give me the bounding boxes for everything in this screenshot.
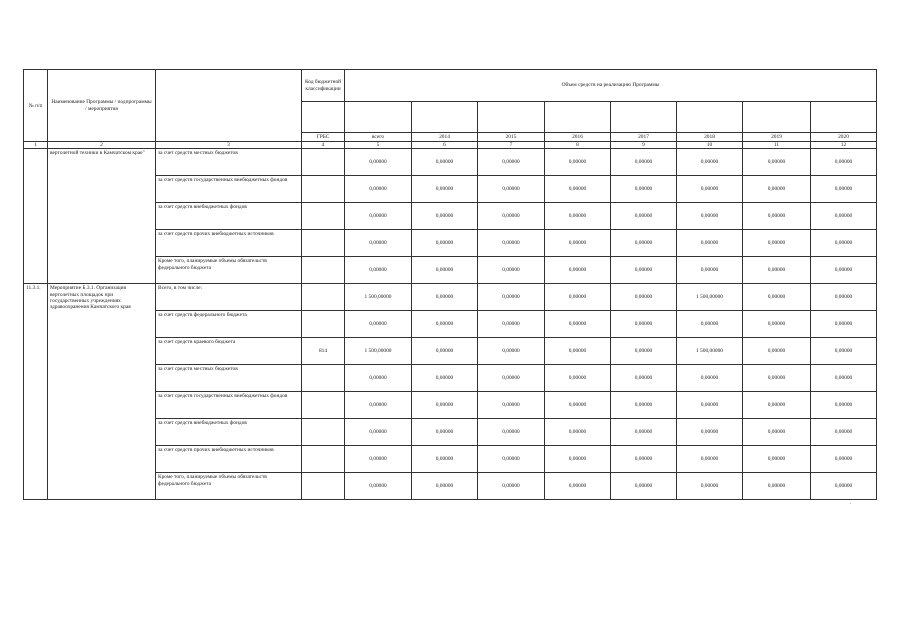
amount-cell: 0,00000 [611, 446, 677, 473]
amount-cell: 0,00000 [743, 230, 811, 257]
amount-cell: 0,00000 [811, 257, 877, 284]
amount-cell: 0,00000 [743, 365, 811, 392]
header-volume: Объем средств на реализацию Программы [345, 70, 877, 102]
header-year-7: 2020 [811, 133, 877, 142]
amount-cell: 0,00000 [677, 446, 743, 473]
amount-cell: 0,00000 [611, 203, 677, 230]
header-year-1: 2014 [412, 133, 478, 142]
amount-cell: 0,00000 [743, 473, 811, 500]
amount-cell: 0,00000 [677, 176, 743, 203]
header-blank-cell [811, 102, 877, 133]
header-blank-cell [545, 102, 611, 133]
column-index: 1 [24, 142, 48, 149]
column-index: 12 [811, 142, 877, 149]
amount-cell: 0,00000 [677, 365, 743, 392]
amount-cell: 0,00000 [545, 338, 611, 365]
row-number: 11.3.1. [24, 284, 48, 500]
measure-name: вертолетной техники в Камчатском крае" [48, 149, 156, 284]
amount-cell: 0,00000 [345, 257, 412, 284]
header-code-blank [302, 102, 345, 133]
header-blank-cell [345, 102, 412, 133]
amount-cell: 0,00000 [478, 203, 545, 230]
amount-cell: 0,00000 [412, 392, 478, 419]
amount-cell: 0,00000 [677, 257, 743, 284]
amount-cell: 0,00000 [611, 311, 677, 338]
grbs-code [302, 446, 345, 473]
column-index: 4 [302, 142, 345, 149]
header-blank-cell [478, 102, 545, 133]
amount-cell: 0,00000 [345, 419, 412, 446]
amount-cell: 0,00000 [478, 257, 545, 284]
funding-source: за счет средств государственных внебюджетных фондов [156, 392, 302, 419]
amount-cell: 0,00000 [743, 446, 811, 473]
header-year-6: 2019 [743, 133, 811, 142]
grbs-code [302, 176, 345, 203]
grbs-code: 814 [302, 338, 345, 365]
header-code: Код бюджетной классификации [302, 70, 345, 102]
amount-cell: 0,00000 [478, 392, 545, 419]
header-blank-cell [677, 102, 743, 133]
amount-cell: 0,00000 [478, 230, 545, 257]
amount-cell: 0,00000 [545, 149, 611, 176]
amount-cell: 0,00000 [345, 392, 412, 419]
funding-source: Кроме того, планируемые объемы обязательств федерального бюджета [156, 257, 302, 284]
amount-cell: 0,00000 [545, 257, 611, 284]
amount-cell: 0,00000 [743, 392, 811, 419]
funding-source: за счет средств прочих внебюджетных источников [156, 446, 302, 473]
amount-cell: 0,00000 [743, 149, 811, 176]
amount-cell: 0,00000 [545, 473, 611, 500]
amount-cell: 0,00000 [743, 338, 811, 365]
amount-cell: 0,00000 [743, 176, 811, 203]
amount-cell: 0,00000 [811, 176, 877, 203]
funding-source: Всего, в том числе: [156, 284, 302, 311]
funding-source: за счет средств местных бюджетов [156, 149, 302, 176]
amount-cell: 0,00000 [677, 149, 743, 176]
amount-cell: 0,00000 [345, 473, 412, 500]
amount-cell: 0,00000 [412, 419, 478, 446]
amount-cell: 0,00000 [478, 176, 545, 203]
amount-cell: 0,00000 [345, 446, 412, 473]
funding-source: за счет средств государственных внебюджетных фондов [156, 176, 302, 203]
amount-cell: 0,00000 [611, 149, 677, 176]
amount-cell: 0,00000 [545, 284, 611, 311]
amount-cell: 0,00000 [345, 311, 412, 338]
amount-cell: 0,00000 [412, 176, 478, 203]
budget-table [23, 69, 877, 500]
funding-source: за счет средств прочих внебюджетных источников [156, 230, 302, 257]
amount-cell: 0,00000 [478, 446, 545, 473]
header-year-2: 2015 [478, 133, 545, 142]
amount-cell: 0,00000 [743, 203, 811, 230]
funding-source: за счет средств краевого бюджета [156, 338, 302, 365]
amount-cell: 0,00000 [611, 338, 677, 365]
measure-name: Мероприятие Б.3.1. Организация вертолетных площадок при государственных учреждениях здравоохранения Камчатского края [48, 284, 156, 500]
amount-cell: 0,00000 [677, 203, 743, 230]
amount-cell: 0,00000 [412, 365, 478, 392]
amount-cell: 0,00000 [345, 149, 412, 176]
amount-cell: 0,00000 [811, 149, 877, 176]
amount-cell: 0,00000 [677, 230, 743, 257]
amount-cell: 0,00000 [611, 419, 677, 446]
amount-cell: 0,00000 [743, 257, 811, 284]
column-index: 2 [48, 142, 156, 149]
grbs-code [302, 149, 345, 176]
header-blank-cell [611, 102, 677, 133]
header-year-4: 2017 [611, 133, 677, 142]
grbs-code [302, 257, 345, 284]
header-year-3: 2016 [545, 133, 611, 142]
amount-cell: 0,00000 [611, 365, 677, 392]
funding-source: Кроме того, планируемые объемы обязательств федерального бюджета [156, 473, 302, 500]
column-index: 3 [156, 142, 302, 149]
amount-cell: 0,00000 [545, 392, 611, 419]
header-source-blank [156, 70, 302, 142]
column-index: 8 [545, 142, 611, 149]
column-index: 9 [611, 142, 677, 149]
amount-cell: 0,00000 [345, 203, 412, 230]
funding-source: за счет средств внебюджетных фондов [156, 419, 302, 446]
amount-cell: 0,00000 [412, 338, 478, 365]
amount-cell: 0,00000 [545, 203, 611, 230]
header-year-5: 2018 [677, 133, 743, 142]
amount-cell: 0,00000 [677, 392, 743, 419]
amount-cell: 0,00000 [611, 176, 677, 203]
amount-cell: 0,00000 [743, 284, 811, 311]
column-index: 6 [412, 142, 478, 149]
amount-cell: 0,00000 [611, 284, 677, 311]
amount-cell: 0,00000 [545, 311, 611, 338]
amount-cell: 1 500,00000 [345, 338, 412, 365]
amount-cell: 0,00000 [478, 284, 545, 311]
amount-cell: 0,00000 [611, 230, 677, 257]
amount-cell: 0,00000 [345, 365, 412, 392]
grbs-code [302, 392, 345, 419]
amount-cell: 0,00000 [811, 230, 877, 257]
amount-cell: 0,00000 [412, 230, 478, 257]
amount-cell: 0,00000 [478, 338, 545, 365]
amount-cell: 0,00000 [545, 176, 611, 203]
grbs-code [302, 203, 345, 230]
amount-cell: 0,00000 [412, 149, 478, 176]
grbs-code [302, 473, 345, 500]
amount-cell: 0,00000 [811, 311, 877, 338]
amount-cell: 0,00000 [811, 419, 877, 446]
funding-source: за счет средств внебюджетных фондов [156, 203, 302, 230]
amount-cell: 0,00000 [811, 284, 877, 311]
amount-cell: 0,00000 [478, 365, 545, 392]
amount-cell: 0,00000 [811, 338, 877, 365]
amount-cell: 0,00000 [677, 473, 743, 500]
amount-cell: 0,00000 [412, 284, 478, 311]
amount-cell: 0,00000 [545, 446, 611, 473]
amount-cell: 1 500,00000 [345, 284, 412, 311]
amount-cell: 0,00000 [743, 311, 811, 338]
amount-cell: 0,00000 [412, 473, 478, 500]
amount-cell: 0,00000 [611, 392, 677, 419]
amount-cell: 0,00000 [743, 419, 811, 446]
header-name: Наименование Программы / подпрограммы / мероприятия [48, 70, 156, 142]
funding-source: за счет средств местных бюджетов [156, 365, 302, 392]
amount-cell: 0,00000 [545, 365, 611, 392]
column-index: 5 [345, 142, 412, 149]
amount-cell: 0,00000 [412, 311, 478, 338]
amount-cell: 0,00000 [811, 392, 877, 419]
column-index: 7 [478, 142, 545, 149]
row-number [24, 149, 48, 284]
amount-cell: 0,00000 [611, 257, 677, 284]
amount-cell: 0,00000 [811, 446, 877, 473]
amount-cell: 0,00000 [478, 473, 545, 500]
grbs-code [302, 419, 345, 446]
column-index: 11 [743, 142, 811, 149]
amount-cell: 0,00000 [478, 149, 545, 176]
amount-cell: 0,00000 [545, 419, 611, 446]
amount-cell: 0,00000 [811, 203, 877, 230]
amount-cell: 0,00000 [412, 203, 478, 230]
header-grbs: ГРБС [302, 133, 345, 142]
amount-cell: 0,00000 [677, 311, 743, 338]
amount-cell: 0,00000 [412, 446, 478, 473]
table-row [24, 149, 877, 176]
scan-speck: . [850, 500, 852, 506]
table-row [24, 284, 877, 311]
header-blank-cell [743, 102, 811, 133]
grbs-code [302, 365, 345, 392]
funding-source: за счет средств федерального бюджета [156, 311, 302, 338]
amount-cell: 1 500,00000 [677, 284, 743, 311]
amount-cell: 0,00000 [345, 230, 412, 257]
amount-cell: 0,00000 [478, 311, 545, 338]
amount-cell: 0,00000 [611, 473, 677, 500]
amount-cell: 0,00000 [677, 419, 743, 446]
header-year-0: всего [345, 133, 412, 142]
amount-cell: 0,00000 [345, 176, 412, 203]
amount-cell: 0,00000 [811, 365, 877, 392]
amount-cell: 0,00000 [412, 257, 478, 284]
amount-cell: 0,00000 [478, 419, 545, 446]
grbs-code [302, 284, 345, 311]
header-blank-cell [412, 102, 478, 133]
amount-cell: 0,00000 [811, 473, 877, 500]
grbs-code [302, 311, 345, 338]
grbs-code [302, 230, 345, 257]
amount-cell: 1 500,00000 [677, 338, 743, 365]
amount-cell: 0,00000 [545, 230, 611, 257]
column-index: 10 [677, 142, 743, 149]
header-num: № п/п [24, 70, 48, 142]
